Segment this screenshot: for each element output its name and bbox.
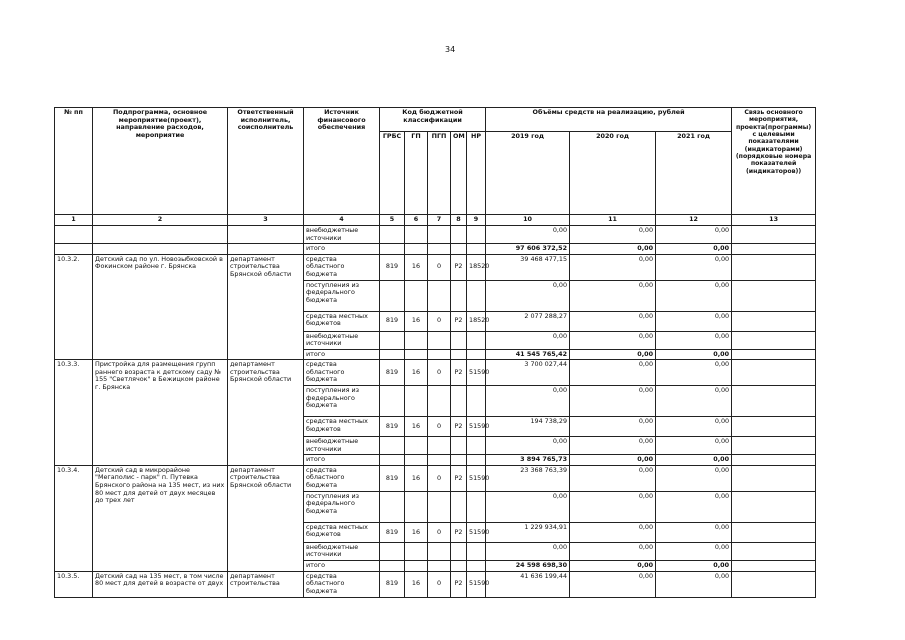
np-code (467, 280, 486, 311)
code-cell (405, 226, 428, 244)
om-code (451, 455, 467, 466)
amount-2020: 0,00 (570, 542, 656, 560)
source-cell: итого (304, 244, 380, 255)
grbs-code (380, 437, 405, 455)
np-code: 51590 (467, 522, 486, 542)
om-code (451, 542, 467, 560)
amount-2021: 0,00 (656, 349, 732, 360)
pgp-code: 0 (428, 571, 451, 597)
table-row (55, 360, 816, 386)
indicator-link-cell (732, 542, 816, 560)
responsible-executor: департамент строительства Брянской области (228, 360, 304, 466)
om-code (451, 386, 467, 417)
np-code (467, 561, 486, 572)
row-number: 10.3.2. (55, 254, 93, 360)
header-responsible: Ответственный исполнитель, соисполнитель (228, 108, 304, 215)
indicator-link-cell (732, 561, 816, 572)
grbs-code (380, 331, 405, 349)
grbs-code: 819 (380, 571, 405, 597)
column-number: 1 (55, 215, 93, 226)
header-source: Источник финансового обеспечения (304, 108, 380, 215)
np-code: 18520 (467, 254, 486, 280)
code-cell (451, 244, 467, 255)
grbs-code (380, 455, 405, 466)
gp-code: 16 (405, 254, 428, 280)
amount-2020: 0,00 (570, 437, 656, 455)
source-cell: поступления из федерального бюджета (304, 491, 380, 522)
column-number: 5 (380, 215, 405, 226)
project-name: Пристройка для размещения групп раннего возраста к детскому саду № 155 "Светлячок" в Бежицком районе г. Брянска (93, 360, 228, 466)
amount-2020: 0,00 (570, 244, 656, 255)
column-number: 6 (405, 215, 428, 226)
gp-code: 16 (405, 360, 428, 386)
om-code (451, 280, 467, 311)
source-cell: средства областного бюджета (304, 465, 380, 491)
row-number: 10.3.5. (55, 571, 93, 597)
amount-2021: 0,00 (656, 244, 732, 255)
om-code (451, 437, 467, 455)
row-number-cell (55, 226, 93, 244)
amount-2020: 0,00 (570, 331, 656, 349)
gp-code (405, 280, 428, 311)
page-number: 34 (445, 45, 456, 54)
responsible-executor: департамент строительства (228, 571, 304, 597)
amount-2021: 0,00 (656, 542, 732, 560)
amount-2021: 0,00 (656, 455, 732, 466)
gp-code (405, 331, 428, 349)
table-row (55, 226, 816, 244)
header-budget-code: Код бюджетной классификации (380, 108, 486, 132)
amount-2021: 0,00 (656, 417, 732, 437)
grbs-code: 819 (380, 254, 405, 280)
row-name-cell (93, 226, 228, 244)
amount-2021: 0,00 (656, 226, 732, 244)
amount-2021: 0,00 (656, 331, 732, 349)
amount-2021: 0,00 (656, 280, 732, 311)
pgp-code (428, 349, 451, 360)
column-number: 13 (732, 215, 816, 226)
amount-2020: 0,00 (570, 417, 656, 437)
np-code: 51590 (467, 465, 486, 491)
om-code: P2 (451, 417, 467, 437)
source-cell: средства местных бюджетов (304, 311, 380, 331)
row-number: 10.3.3. (55, 360, 93, 466)
row-number-cell (55, 244, 93, 255)
grbs-code: 819 (380, 522, 405, 542)
amount-2019: 0,00 (486, 331, 570, 349)
grbs-code (380, 349, 405, 360)
np-code: 18520 (467, 311, 486, 331)
pgp-code (428, 455, 451, 466)
amount-2019: 0,00 (486, 491, 570, 522)
amount-2020: 0,00 (570, 349, 656, 360)
gp-code (405, 561, 428, 572)
pgp-code (428, 437, 451, 455)
amount-2021: 0,00 (656, 254, 732, 280)
source-cell: внебюджетные источники (304, 437, 380, 455)
pgp-code: 0 (428, 417, 451, 437)
row-name-cell (93, 244, 228, 255)
header-om: ОМ (451, 132, 467, 215)
indicator-link-cell (732, 349, 816, 360)
header-grbs: ГРБС (380, 132, 405, 215)
amount-2020: 0,00 (570, 226, 656, 244)
gp-code (405, 455, 428, 466)
amount-2020: 0,00 (570, 491, 656, 522)
amount-2020: 0,00 (570, 455, 656, 466)
source-cell: средства областного бюджета (304, 571, 380, 597)
indicator-link-cell (732, 522, 816, 542)
source-cell: внебюджетные источники (304, 542, 380, 560)
code-cell (451, 226, 467, 244)
column-number: 2 (93, 215, 228, 226)
column-number: 11 (570, 215, 656, 226)
source-cell: внебюджетные источники (304, 331, 380, 349)
header-2020: 2020 год (570, 132, 656, 215)
pgp-code (428, 280, 451, 311)
amount-2019: 3 700 027,44 (486, 360, 570, 386)
column-number: 8 (451, 215, 467, 226)
project-name: Детский сад по ул. Новозыбковской в Фокинском районе г. Брянска (93, 254, 228, 360)
amount-2021: 0,00 (656, 465, 732, 491)
source-cell: поступления из федерального бюджета (304, 386, 380, 417)
om-code: P2 (451, 311, 467, 331)
grbs-code (380, 542, 405, 560)
row-responsible-cell (228, 244, 304, 255)
amount-2020: 0,00 (570, 311, 656, 331)
np-code (467, 455, 486, 466)
pgp-code: 0 (428, 522, 451, 542)
column-number: 7 (428, 215, 451, 226)
table-row (55, 571, 816, 597)
code-cell (380, 226, 405, 244)
pgp-code (428, 542, 451, 560)
np-code (467, 349, 486, 360)
amount-2019: 24 598 698,30 (486, 561, 570, 572)
np-code: 51590 (467, 417, 486, 437)
amount-2020: 0,00 (570, 254, 656, 280)
header-pgp: ПГП (428, 132, 451, 215)
row-responsible-cell (228, 226, 304, 244)
grbs-code (380, 386, 405, 417)
grbs-code: 819 (380, 311, 405, 331)
column-number: 4 (304, 215, 380, 226)
amount-2021: 0,00 (656, 437, 732, 455)
table-row (55, 244, 816, 255)
pgp-code: 0 (428, 254, 451, 280)
pgp-code: 0 (428, 465, 451, 491)
amount-2019: 0,00 (486, 226, 570, 244)
pgp-code: 0 (428, 311, 451, 331)
header-np: НР (467, 132, 486, 215)
header-2021: 2021 год (656, 132, 732, 215)
source-cell: поступления из федерального бюджета (304, 280, 380, 311)
gp-code: 16 (405, 571, 428, 597)
amount-2021: 0,00 (656, 561, 732, 572)
amount-2021: 0,00 (656, 360, 732, 386)
np-code (467, 331, 486, 349)
project-name: Детский сад на 135 мест, в том числе 80 мест для детей в возрасте от двух (93, 571, 228, 597)
amount-2019: 0,00 (486, 437, 570, 455)
column-number: 9 (467, 215, 486, 226)
om-code: P2 (451, 571, 467, 597)
om-code (451, 349, 467, 360)
header-no: № пп (55, 108, 93, 215)
pgp-code (428, 331, 451, 349)
amount-2020: 0,00 (570, 465, 656, 491)
source-cell: средства местных бюджетов (304, 417, 380, 437)
amount-2019: 0,00 (486, 542, 570, 560)
pgp-code: 0 (428, 360, 451, 386)
grbs-code (380, 561, 405, 572)
amount-2020: 0,00 (570, 561, 656, 572)
gp-code (405, 542, 428, 560)
amount-2019: 3 894 765,73 (486, 455, 570, 466)
amount-2019: 0,00 (486, 280, 570, 311)
indicator-link-cell (732, 437, 816, 455)
pgp-code (428, 386, 451, 417)
indicator-link-cell (732, 244, 816, 255)
indicator-link-cell (732, 254, 816, 280)
column-number: 3 (228, 215, 304, 226)
amount-2019: 194 738,29 (486, 417, 570, 437)
header-gp: ГП (405, 132, 428, 215)
gp-code (405, 437, 428, 455)
om-code (451, 491, 467, 522)
indicator-link-cell (732, 386, 816, 417)
budget-table (54, 107, 816, 598)
pgp-code (428, 491, 451, 522)
amount-2019: 0,00 (486, 386, 570, 417)
om-code (451, 331, 467, 349)
gp-code (405, 491, 428, 522)
amount-2019: 41 636 199,44 (486, 571, 570, 597)
source-cell: средства областного бюджета (304, 254, 380, 280)
amount-2019: 23 368 763,39 (486, 465, 570, 491)
indicator-link-cell (732, 360, 816, 386)
amount-2019: 2 077 288,27 (486, 311, 570, 331)
amount-2021: 0,00 (656, 311, 732, 331)
code-cell (467, 244, 486, 255)
gp-code (405, 386, 428, 417)
amount-2021: 0,00 (656, 522, 732, 542)
header-volumes: Объёмы средств на реализацию, рублей (486, 108, 732, 132)
om-code: P2 (451, 360, 467, 386)
code-cell (467, 226, 486, 244)
indicator-link-cell (732, 311, 816, 331)
indicator-link-cell (732, 571, 816, 597)
om-code: P2 (451, 465, 467, 491)
np-code (467, 386, 486, 417)
table-row (55, 254, 816, 280)
project-name: Детский сад в микрорайоне "Мегаполис - парк" п. Путевка Брянского района на 135 мест, из них 80 мест для детей от двух месяцев до трех лет (93, 465, 228, 571)
np-code (467, 491, 486, 522)
column-number-row (55, 215, 816, 226)
amount-2020: 0,00 (570, 386, 656, 417)
grbs-code: 819 (380, 360, 405, 386)
indicator-link-cell (732, 465, 816, 491)
grbs-code (380, 280, 405, 311)
indicator-link-cell (732, 491, 816, 522)
header-link: Связь основного мероприятия, проекта(программы) с целевыми показателями (индикаторами) (порядковые номера показателей (индикаторов)) (732, 108, 816, 215)
np-code (467, 437, 486, 455)
source-cell: итого (304, 455, 380, 466)
header-subprogram: Подпрограмма, основное мероприятие(проект), направление расходов, мероприятие (93, 108, 228, 215)
amount-2021: 0,00 (656, 571, 732, 597)
code-cell (405, 244, 428, 255)
gp-code: 16 (405, 522, 428, 542)
amount-2020: 0,00 (570, 280, 656, 311)
code-cell (428, 226, 451, 244)
header-2019: 2019 год (486, 132, 570, 215)
responsible-executor: департамент строительства Брянской области (228, 254, 304, 360)
amount-2021: 0,00 (656, 386, 732, 417)
gp-code (405, 349, 428, 360)
code-cell (380, 244, 405, 255)
column-number: 10 (486, 215, 570, 226)
amount-2020: 0,00 (570, 571, 656, 597)
source-cell: средства областного бюджета (304, 360, 380, 386)
gp-code: 16 (405, 311, 428, 331)
table-row (55, 465, 816, 491)
source-cell: внебюджетные источники (304, 226, 380, 244)
indicator-link-cell (732, 417, 816, 437)
code-cell (428, 244, 451, 255)
indicator-link-cell (732, 226, 816, 244)
grbs-code: 819 (380, 465, 405, 491)
np-code: 51590 (467, 360, 486, 386)
om-code (451, 561, 467, 572)
np-code: 51590 (467, 571, 486, 597)
amount-2020: 0,00 (570, 360, 656, 386)
amount-2019: 97 606 372,52 (486, 244, 570, 255)
responsible-executor: департамент строительства Брянской области (228, 465, 304, 571)
column-number: 12 (656, 215, 732, 226)
pgp-code (428, 561, 451, 572)
amount-2020: 0,00 (570, 522, 656, 542)
gp-code: 16 (405, 465, 428, 491)
amount-2021: 0,00 (656, 491, 732, 522)
indicator-link-cell (732, 455, 816, 466)
grbs-code (380, 491, 405, 522)
row-number: 10.3.4. (55, 465, 93, 571)
grbs-code: 819 (380, 417, 405, 437)
source-cell: итого (304, 349, 380, 360)
amount-2019: 1 229 934,91 (486, 522, 570, 542)
np-code (467, 542, 486, 560)
gp-code: 16 (405, 417, 428, 437)
om-code: P2 (451, 254, 467, 280)
amount-2019: 39 468 477,15 (486, 254, 570, 280)
indicator-link-cell (732, 331, 816, 349)
indicator-link-cell (732, 280, 816, 311)
source-cell: итого (304, 561, 380, 572)
source-cell: средства местных бюджетов (304, 522, 380, 542)
amount-2019: 41 545 765,42 (486, 349, 570, 360)
om-code: P2 (451, 522, 467, 542)
